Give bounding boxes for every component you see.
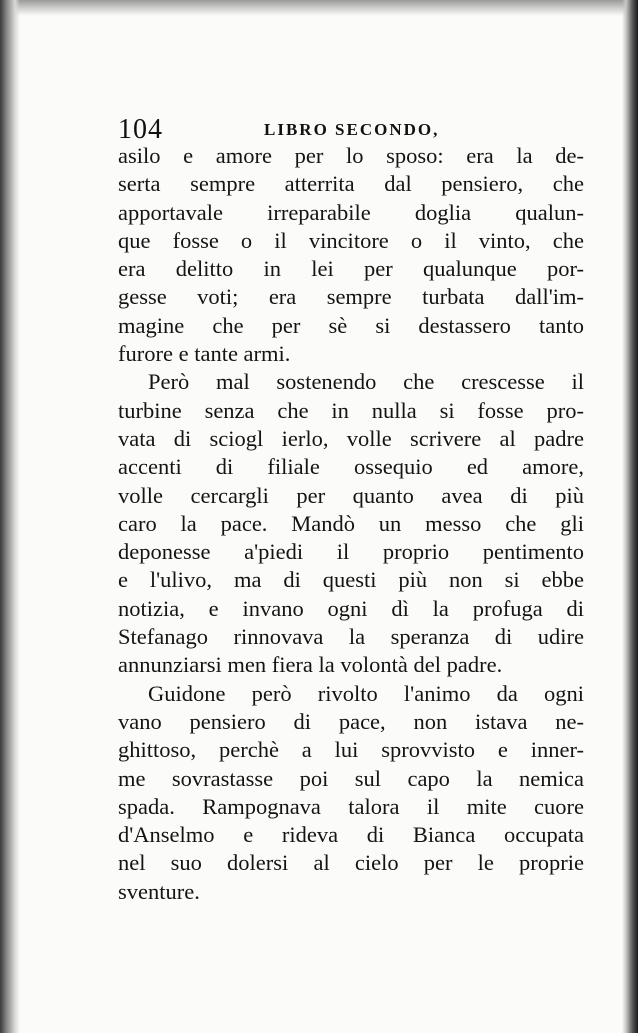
text-line: me sovrastasse poi sul capo la nemica [118, 765, 584, 791]
text-line: que fosse o il vincitore o il vinto, che [118, 227, 584, 253]
scan-edge-top [0, 0, 638, 16]
scan-edge-left [0, 0, 20, 1033]
text-line: nel suo dolersi al cielo per le proprie [118, 850, 584, 876]
text-line: sventure. [118, 878, 200, 904]
text-line: volle cercargli per quanto avea di più [118, 482, 584, 508]
body-text [118, 142, 584, 906]
text-line: gesse voti; era sempre turbata dall'im- [118, 284, 584, 310]
scan-edge-right [622, 0, 638, 1033]
text-line: Stefanago rinnovava la speranza di udire [118, 624, 584, 650]
text-line: Guidone però rivolto l'animo da ogni [148, 680, 584, 706]
text-line: spada. Rampognava talora il mite cuore [118, 793, 584, 819]
page-number: 104 [118, 114, 163, 145]
text-line: deponesse a'piedi il proprio pentimento [118, 539, 584, 565]
text-line: serta sempre atterrita dal pensiero, che [118, 171, 584, 197]
text-line: caro la pace. Mandò un messo che gli [118, 510, 584, 536]
text-line: d'Anselmo e rideva di Bianca occupata [118, 822, 584, 848]
text-line: vata di sciogl ierlo, volle scrivere al padre [118, 425, 584, 451]
text-line: ghittoso, perchè a lui sprovvisto e inner- [118, 737, 584, 763]
text-line: vano pensiero di pace, non istava ne- [118, 708, 584, 734]
running-head: LIBRO SECONDO, [264, 120, 440, 139]
text-line: annunziarsi men fiera la volontà del padre. [118, 652, 503, 678]
text-line: Però mal sostenendo che crescesse il [148, 369, 584, 395]
text-line: notizia, e invano ogni dì la profuga di [118, 595, 584, 621]
text-line: asilo e amore per lo sposo: era la de- [118, 143, 584, 168]
text-line: e l'ulivo, ma di questi più non si ebbe [118, 567, 584, 593]
text-line: turbine senza che in nulla si fosse pro- [118, 397, 584, 423]
text-line: era delitto in lei per qualunque por- [118, 256, 584, 282]
text-line: magine che per sè si destassero tanto [118, 312, 584, 338]
text-line: accenti di filiale ossequio ed amore, [118, 454, 584, 480]
text-line: furore e tante armi. [118, 341, 291, 367]
text-line: apportavale irreparabile doglia qualun- [118, 199, 584, 225]
